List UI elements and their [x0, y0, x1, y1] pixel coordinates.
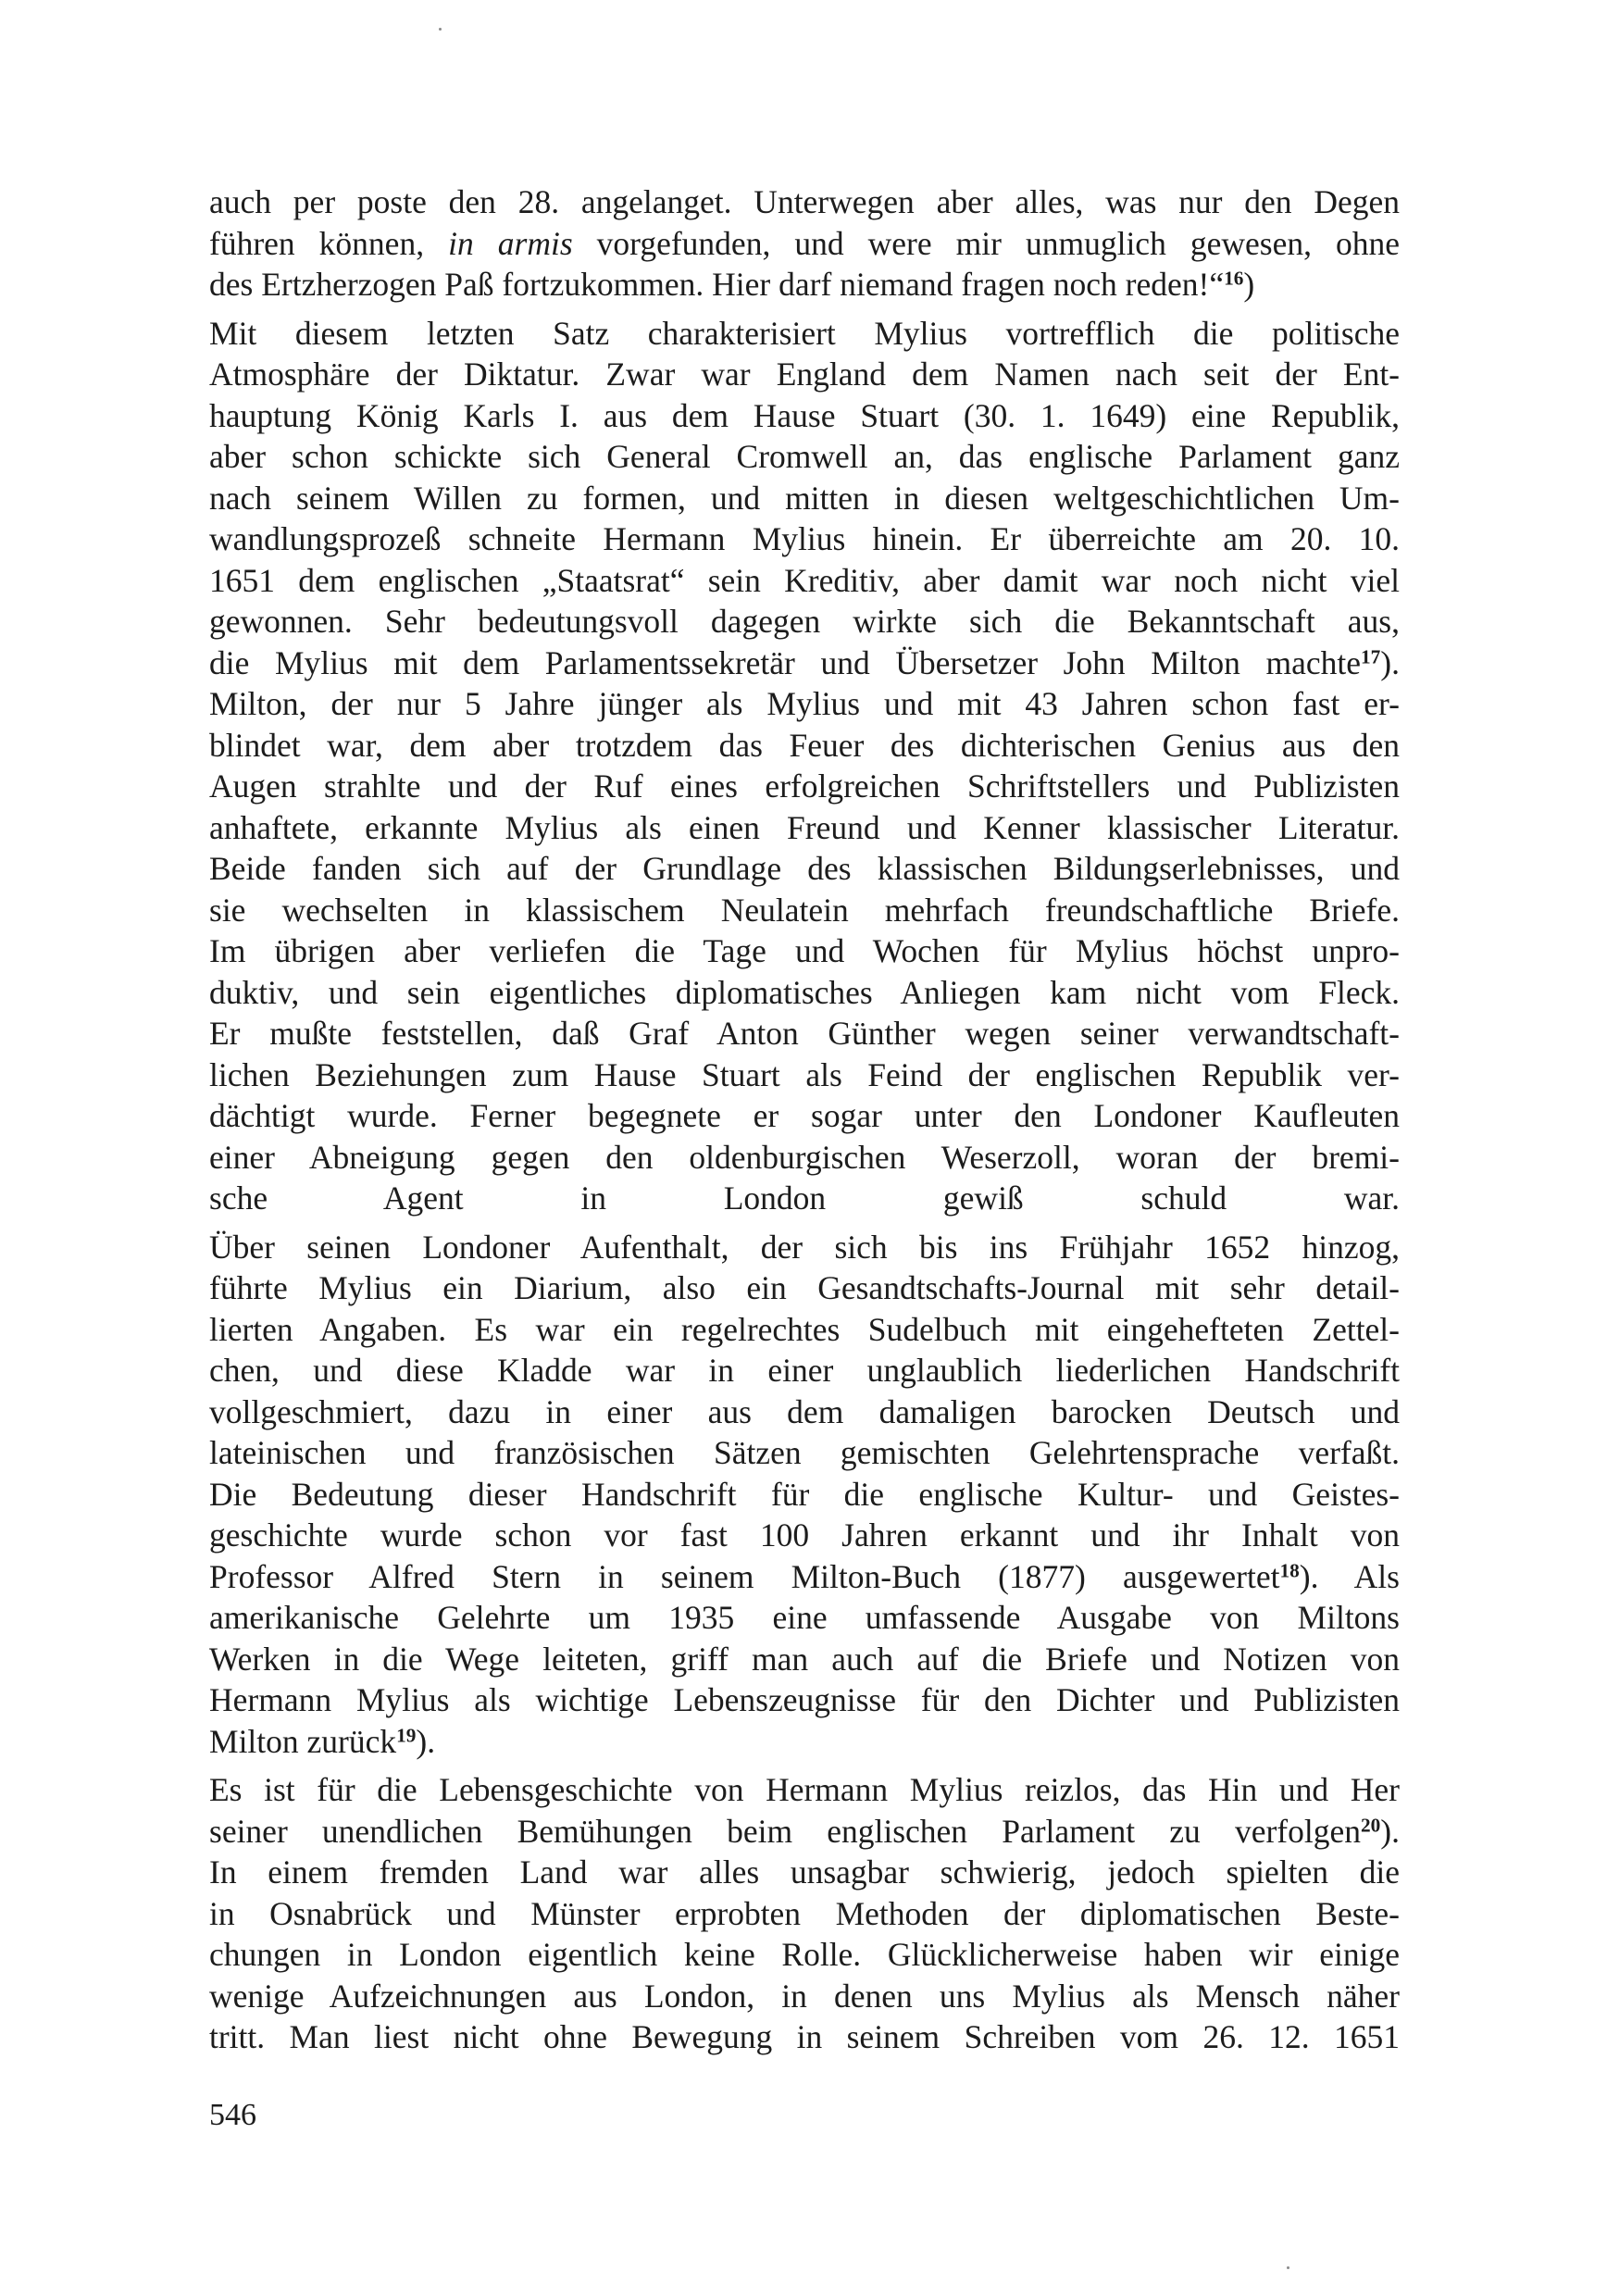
scan-speck — [439, 28, 442, 31]
text-line: wenige Aufzeichnungen aus London, in denen uns Mylius als Mensch näher — [209, 1977, 1400, 2015]
paragraph-2 — [209, 313, 1400, 1219]
text-line: Über seinen Londoner Aufenthalt, der sich bis ins Frühjahr 1652 hinzog, — [209, 1228, 1400, 1266]
text-line: Professor Alfred Stern in seinem Milton-Buch (1877) ausgewertet$^{18}$). Als — [209, 1557, 1400, 1595]
text-line: Mit diesem letzten Satz charakterisiert Mylius vortrefflich die politische — [209, 314, 1400, 352]
text-line: geschichte wurde schon vor fast 100 Jahren erkannt und ihr Inhalt von — [209, 1516, 1400, 1554]
text-line: chungen in London eigentlich keine Rolle. Glücklicherweise haben wir einige — [209, 1936, 1400, 1973]
text-line: die Mylius mit dem Parlamentssekretär und Übersetzer John Milton machte$^{17}$). — [209, 643, 1400, 681]
text-line: duktiv, und sein eigentliches diplomatisches Anliegen kam nicht vom Fleck. — [209, 973, 1400, 1011]
paragraph-3 — [209, 1227, 1400, 1763]
text-line: Milton, der nur 5 Jahre jünger als Mylius und mit 43 Jahren schon fast er- — [209, 685, 1400, 722]
text-line: gewonnen. Sehr bedeutungsvoll dagegen wirkte sich die Bekanntschaft aus, — [209, 603, 1400, 640]
footnote-marker: 16 — [1224, 267, 1244, 290]
text-line: Es ist für die Lebensgeschichte von Hermann Mylius reizlos, das Hin und Her — [209, 1771, 1400, 1808]
text-line: aber schon schickte sich General Cromwell an, das englische Parlament ganz — [209, 438, 1400, 475]
text-line: nach seinem Willen zu formen, und mitten in diesen weltgeschichtlichen Um- — [209, 479, 1400, 517]
text-line: sie wechselten in klassischem Neulatein mehrfach freundschaftliche Briefe. — [209, 891, 1400, 929]
page-number: 546 — [209, 2098, 256, 2132]
text-line: dächtigt wurde. Ferner begegnete er sogar unter den Londoner Kaufleuten — [209, 1097, 1400, 1134]
text-line: einer Abneigung gegen den oldenburgischen Weserzoll, woran der bremi- — [209, 1138, 1400, 1176]
text-line: Milton zurück$^{19}$). — [209, 1722, 436, 1760]
text-line: Hermann Mylius als wichtige Lebenszeugnisse für den Dichter und Publizisten — [209, 1681, 1400, 1718]
text-line: amerikanische Gelehrte um 1935 eine umfassende Ausgabe von Miltons — [209, 1599, 1400, 1636]
text-line: sche Agent in London gewiß schuld war. — [209, 1179, 1400, 1217]
text-line: Im übrigen aber verliefen die Tage und Wochen für Mylius höchst unpro- — [209, 932, 1400, 969]
text-line: Beide fanden sich auf der Grundlage des klassischen Bildungserlebnisses, und — [209, 850, 1400, 887]
footnote-marker: 20 — [1361, 1813, 1381, 1836]
text-line: führte Mylius ein Diarium, also ein Gesandtschafts-Journal mit sehr detail- — [209, 1269, 1400, 1306]
text-line: Er mußte feststellen, daß Graf Anton Günther wegen seiner verwandtschaft- — [209, 1015, 1400, 1052]
text-line: lierten Angaben. Es war ein regelrechtes Sudelbuch mit eingehefteten Zettel- — [209, 1310, 1400, 1348]
text-line: des Ertzherzogen Paß fortzukommen. Hier darf niemand fragen noch reden!“$^{16}$) — [209, 266, 1255, 303]
paragraph-1 — [209, 181, 1400, 306]
text-line: lateinischen und französischen Sätzen gemischten Gelehrtensprache verfaßt. — [209, 1434, 1400, 1471]
text-line: vollgeschmiert, dazu in einer aus dem damaligen barocken Deutsch und — [209, 1392, 1400, 1430]
text-line: wandlungsprozeß schneite Hermann Mylius hinein. Er überreichte am 20. 10. — [209, 520, 1400, 557]
text-line: lichen Beziehungen zum Hause Stuart als Feind der englischen Republik ver- — [209, 1055, 1400, 1093]
text-line: Augen strahlte und der Ruf eines erfolgreichen Schriftstellers und Publizisten — [209, 767, 1400, 805]
text-line: blindet war, dem aber trotzdem das Feuer des dichterischen Genius aus den — [209, 726, 1400, 764]
text-line: seiner unendlichen Bemühungen beim englischen Parlament zu verfolgen$^{20}$). — [209, 1812, 1400, 1850]
body-text — [209, 181, 1400, 2058]
scan-speck — [1287, 2266, 1289, 2269]
paragraph-4 — [209, 1769, 1400, 2058]
text-line: Atmosphäre der Diktatur. Zwar war England dem Namen nach seit der Ent- — [209, 356, 1400, 393]
footnote-marker: 18 — [1279, 1558, 1300, 1581]
text-line: auch per poste den 28. angelanget. Unterwegen aber alles, was nur den Degen — [209, 183, 1400, 220]
text-line: chen, und diese Kladde war in einer unglaublich liederlichen Handschrift — [209, 1352, 1400, 1389]
text-line: in Osnabrück und Münster erprobten Methoden der diplomatischen Beste- — [209, 1894, 1400, 1932]
text-line: anhaftete, erkannte Mylius als einen Freund und Kenner klassischer Literatur. — [209, 808, 1400, 846]
text-line: Werken in die Wege leiteten, griff man auch auf die Briefe und Notizen von — [209, 1640, 1400, 1678]
text-line: hauptung König Karls I. aus dem Hause Stuart (30. 1. 1649) eine Republik, — [209, 396, 1400, 434]
footnote-marker: 19 — [396, 1723, 417, 1746]
footnote-marker: 17 — [1361, 644, 1381, 668]
text-line: tritt. Man liest nicht ohne Bewegung in seinem Schreiben vom 26. 12. 1651 — [209, 2018, 1400, 2055]
text-line: 1651 dem englischen „Staatsrat“ sein Kreditiv, aber damit war noch nicht viel — [209, 561, 1400, 599]
text-line: In einem fremden Land war alles unsagbar schwierig, jedoch spielten die — [209, 1853, 1400, 1890]
text-line: Die Bedeutung dieser Handschrift für die englische Kultur- und Geistes- — [209, 1475, 1400, 1513]
text-line: führen können, in armis vorgefunden, und were mir unmuglich gewesen, ohne — [209, 224, 1400, 262]
